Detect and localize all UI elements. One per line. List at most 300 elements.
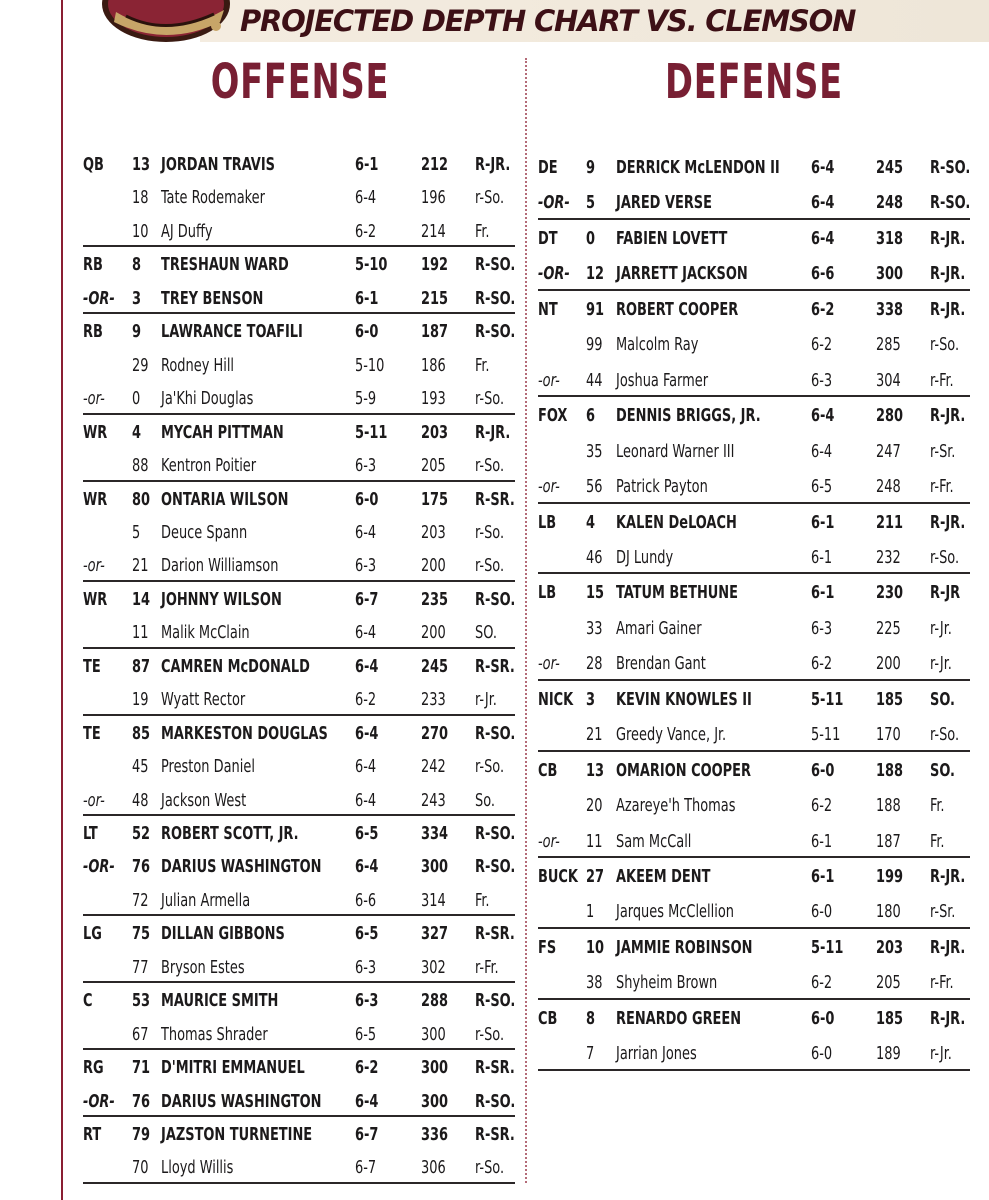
position: -or- — [538, 830, 560, 852]
offense-player-row — [83, 917, 515, 950]
offense-position-group — [83, 583, 515, 650]
defense-player-row — [538, 256, 970, 291]
class-year: r-Fr. — [475, 956, 499, 978]
jersey-number: 4 — [586, 511, 596, 533]
height: 6-4 — [811, 192, 835, 214]
player-name: ONTARIA WILSON — [161, 488, 289, 510]
player-name: DARIUS WASHINGTON — [161, 856, 322, 878]
jersey-number: 18 — [132, 187, 149, 209]
height: 6-4 — [811, 157, 835, 178]
weight: 285 — [876, 334, 901, 356]
jersey-number: 4 — [132, 421, 142, 443]
offense-player-row — [83, 683, 515, 716]
class-year: r-So. — [475, 388, 505, 410]
class-year: SO. — [475, 622, 497, 644]
offense-group-rule — [83, 1048, 515, 1050]
weight: 203 — [876, 936, 904, 958]
class-year: R-JR. — [475, 421, 511, 443]
player-name: AKEEM DENT — [616, 866, 711, 887]
jersey-number: 8 — [586, 1007, 596, 1029]
class-year: R-JR. — [930, 405, 966, 427]
jersey-number: 72 — [132, 889, 149, 911]
height: 6-4 — [355, 655, 379, 677]
height: 6-1 — [811, 546, 833, 568]
defense-group-rule — [538, 1069, 970, 1071]
weight: 188 — [876, 759, 904, 781]
jersey-number: 10 — [586, 936, 605, 958]
class-year: r-Jr. — [930, 1043, 952, 1065]
offense-position-group — [83, 248, 515, 315]
defense-player-row — [538, 965, 970, 1000]
offense-player-row — [83, 850, 515, 883]
weight: 300 — [876, 263, 904, 285]
height: 6-0 — [355, 488, 379, 510]
class-year: R-SO. — [475, 1090, 516, 1112]
height: 6-7 — [355, 588, 379, 610]
player-name: Bryson Estes — [161, 956, 245, 978]
offense-player-row — [83, 717, 515, 750]
class-year: R-SO. — [475, 287, 516, 309]
jersey-number: 9 — [586, 157, 596, 178]
offense-group-rule — [83, 413, 515, 415]
class-year: r-Jr. — [930, 617, 952, 639]
jersey-number: 14 — [132, 588, 151, 610]
position: -or- — [538, 653, 560, 675]
height: 6-3 — [811, 369, 833, 391]
offense-position-group — [83, 917, 515, 984]
class-year: R-JR. — [930, 227, 966, 249]
player-name: Julian Armella — [161, 889, 251, 911]
player-name: Greedy Vance, Jr. — [616, 724, 727, 746]
weight: 280 — [876, 405, 904, 427]
class-year: r-So. — [930, 724, 960, 746]
offense-player-row — [83, 483, 515, 516]
height: 5-10 — [355, 354, 385, 376]
weight: 180 — [876, 901, 901, 923]
jersey-number: 75 — [132, 923, 151, 945]
jersey-number: 80 — [132, 488, 151, 510]
height: 6-3 — [355, 455, 377, 477]
weight: 306 — [421, 1157, 446, 1179]
defense-group-rule — [538, 218, 970, 220]
player-name: Shyheim Brown — [616, 972, 718, 994]
defense-player-row — [538, 753, 970, 788]
position: RB — [83, 254, 103, 276]
jersey-number: 91 — [586, 298, 605, 320]
player-name: MARKESTON DOUGLAS — [161, 722, 328, 744]
jersey-number: 67 — [132, 1023, 149, 1045]
weight: 200 — [421, 622, 446, 644]
player-name: Sam McCall — [616, 830, 692, 852]
player-name: LAWRANCE TOAFILI — [161, 321, 303, 343]
defense-player-row — [538, 611, 970, 646]
class-year: R-SR. — [475, 488, 515, 510]
jersey-number: 76 — [132, 856, 151, 878]
offense-group-rule — [83, 1115, 515, 1117]
class-year: R-JR. — [930, 936, 966, 958]
height: 6-2 — [811, 795, 833, 817]
offense-player-row — [83, 148, 515, 181]
player-name: KALEN DeLOACH — [616, 511, 737, 533]
player-name: TATUM BETHUNE — [616, 582, 739, 604]
defense-position-group — [538, 398, 970, 504]
height: 6-2 — [355, 220, 377, 242]
height: 5-11 — [355, 421, 388, 443]
height: 6-0 — [811, 1043, 833, 1065]
class-year: r-So. — [475, 187, 505, 209]
height: 6-4 — [811, 227, 835, 249]
offense-player-row — [83, 951, 515, 984]
player-name: Jarrian Jones — [616, 1043, 697, 1065]
position: LB — [538, 582, 557, 604]
offense-player-row — [83, 583, 515, 616]
weight: 235 — [421, 588, 449, 610]
weight: 186 — [421, 354, 446, 376]
class-year: Fr. — [475, 889, 490, 911]
weight: 185 — [876, 688, 904, 710]
defense-player-row — [538, 1001, 970, 1036]
weight: 245 — [421, 655, 449, 677]
defense-player-row — [538, 540, 970, 575]
height: 6-4 — [355, 521, 377, 543]
position: NT — [538, 298, 558, 320]
class-year: R-SO. — [930, 192, 971, 214]
player-name: D'MITRI EMMANUEL — [161, 1057, 305, 1079]
player-name: TREY BENSON — [161, 287, 264, 309]
weight: 187 — [421, 321, 449, 343]
weight: 215 — [421, 287, 449, 309]
weight: 199 — [876, 866, 904, 887]
offense-group-rule — [83, 814, 515, 816]
height: 6-5 — [355, 923, 379, 945]
offense-position-group — [83, 1118, 515, 1185]
height: 6-3 — [355, 990, 379, 1012]
class-year: R-JR. — [930, 263, 966, 285]
position: RT — [83, 1124, 102, 1146]
defense-group-rule — [538, 927, 970, 929]
defense-player-row — [538, 824, 970, 859]
player-name: Lloyd Willis — [161, 1157, 234, 1179]
weight: 211 — [876, 511, 904, 533]
class-year: Fr. — [930, 830, 945, 852]
position: LT — [83, 823, 98, 844]
jersey-number: 48 — [132, 789, 149, 811]
offense-player-row — [83, 650, 515, 683]
height: 6-1 — [811, 582, 835, 604]
player-name: Azareye'h Thomas — [616, 795, 736, 817]
position: -OR- — [83, 1090, 115, 1112]
height: 5-11 — [811, 688, 844, 710]
height: 6-5 — [355, 1023, 377, 1045]
jersey-number: 13 — [132, 154, 151, 175]
weight: 327 — [421, 923, 449, 945]
defense-group-rule — [538, 395, 970, 397]
offense-player-row — [83, 349, 515, 382]
position: DT — [538, 227, 558, 249]
position: CB — [538, 1007, 558, 1029]
offense-player-row — [83, 1018, 515, 1051]
height: 6-1 — [811, 511, 835, 533]
position: -OR- — [538, 192, 570, 214]
player-name: KEVIN KNOWLES II — [616, 688, 752, 710]
jersey-number: 9 — [132, 321, 142, 343]
weight: 200 — [421, 555, 446, 577]
player-name: AJ Duffy — [161, 220, 213, 242]
class-year: R-SR. — [475, 1057, 515, 1079]
defense-player-row — [538, 682, 970, 717]
height: 6-5 — [355, 823, 379, 844]
height: 6-1 — [355, 154, 379, 175]
weight: 212 — [421, 154, 449, 175]
position: -or- — [83, 555, 105, 577]
offense-group-rule — [83, 1182, 515, 1184]
class-year: R-SO. — [475, 254, 516, 276]
jersey-number: 0 — [586, 227, 596, 249]
height: 6-2 — [811, 972, 833, 994]
jersey-number: 5 — [586, 192, 596, 214]
player-name: JORDAN TRAVIS — [161, 154, 275, 175]
class-year: SO. — [930, 759, 955, 781]
jersey-number: 20 — [586, 795, 603, 817]
defense-group-rule — [538, 572, 970, 574]
defense-position-group — [538, 575, 970, 681]
weight: 270 — [421, 722, 449, 744]
defense-group-rule — [538, 856, 970, 858]
defense-player-row — [538, 894, 970, 929]
height: 6-0 — [811, 901, 833, 923]
column-divider — [525, 58, 527, 1183]
class-year: r-So. — [475, 1023, 505, 1045]
jersey-number: 46 — [586, 546, 603, 568]
jersey-number: 19 — [132, 689, 149, 711]
jersey-number: 1 — [586, 901, 595, 923]
jersey-number: 15 — [586, 582, 605, 604]
offense-player-row — [83, 784, 515, 817]
class-year: R-JR. — [475, 154, 511, 175]
class-year: r-So. — [475, 555, 505, 577]
jersey-number: 0 — [132, 388, 141, 410]
weight: 205 — [876, 972, 901, 994]
jersey-number: 10 — [132, 220, 149, 242]
player-name: CAMREN McDONALD — [161, 655, 310, 677]
height: 6-3 — [355, 555, 377, 577]
jersey-number: 71 — [132, 1057, 151, 1079]
offense-position-group — [83, 1051, 515, 1118]
height: 6-2 — [355, 1057, 379, 1079]
player-name: Rodney Hill — [161, 354, 235, 376]
position: LB — [538, 511, 557, 533]
offense-player-row — [83, 884, 515, 917]
class-year: r-Jr. — [475, 689, 497, 711]
player-name: Patrick Payton — [616, 476, 708, 498]
height: 6-7 — [355, 1124, 379, 1146]
player-name: JARRETT JACKSON — [616, 263, 748, 285]
offense-player-row — [83, 315, 515, 348]
position: -or- — [83, 789, 105, 811]
position: -OR- — [538, 263, 570, 285]
offense-player-row — [83, 516, 515, 549]
position: TE — [83, 722, 101, 744]
offense-player-row — [83, 616, 515, 649]
offense-position-group — [83, 984, 515, 1051]
defense-player-row — [538, 859, 970, 894]
offense-player-row — [83, 750, 515, 783]
player-name: JAMMIE ROBINSON — [616, 936, 753, 958]
height: 6-0 — [811, 759, 835, 781]
position: DE — [538, 157, 558, 178]
jersey-number: 99 — [586, 334, 603, 356]
class-year: r-So. — [930, 334, 960, 356]
offense-group-rule — [83, 580, 515, 582]
offense-group-rule — [83, 981, 515, 983]
weight: 300 — [421, 1023, 446, 1045]
defense-position-group — [538, 930, 970, 1001]
offense-player-row — [83, 817, 515, 850]
jersey-number: 38 — [586, 972, 603, 994]
defense-player-row — [538, 150, 970, 185]
weight: 336 — [421, 1124, 449, 1146]
class-year: R-SR. — [475, 1124, 515, 1146]
height: 6-3 — [811, 617, 833, 639]
player-name: DJ Lundy — [616, 546, 674, 568]
weight: 205 — [421, 455, 446, 477]
class-year: r-Fr. — [930, 972, 954, 994]
defense-player-row — [538, 469, 970, 504]
jersey-number: 3 — [586, 688, 596, 710]
class-year: R-JR. — [930, 511, 966, 533]
weight: 200 — [876, 653, 901, 675]
defense-position-group — [538, 221, 970, 292]
defense-position-group — [538, 682, 970, 753]
player-name: RENARDO GREEN — [616, 1007, 742, 1029]
offense-player-row — [83, 382, 515, 415]
offense-position-group — [83, 817, 515, 917]
player-name: JOHNNY WILSON — [161, 588, 282, 610]
weight: 196 — [421, 187, 446, 209]
offense-group-rule — [83, 714, 515, 716]
class-year: R-SO. — [475, 722, 516, 744]
jersey-number: 7 — [586, 1043, 595, 1065]
height: 5-11 — [811, 936, 844, 958]
class-year: r-So. — [475, 1157, 505, 1179]
jersey-number: 44 — [586, 369, 603, 391]
weight: 203 — [421, 421, 449, 443]
class-year: r-So. — [475, 756, 505, 778]
weight: 245 — [876, 157, 904, 178]
class-year: R-SO. — [475, 856, 516, 878]
defense-position-group — [538, 292, 970, 398]
weight: 288 — [421, 990, 449, 1012]
jersey-number: 11 — [132, 622, 149, 644]
defense-player-row — [538, 646, 970, 681]
class-year: R-SO. — [475, 823, 516, 844]
player-name: DARIUS WASHINGTON — [161, 1090, 322, 1112]
position: QB — [83, 154, 104, 175]
position: -or- — [538, 369, 560, 391]
height: 6-4 — [355, 856, 379, 878]
height: 6-2 — [811, 653, 833, 675]
player-name: ROBERT SCOTT, JR. — [161, 823, 299, 844]
weight: 314 — [421, 889, 446, 911]
class-year: r-Sr. — [930, 440, 956, 462]
seminole-logo-icon — [96, 0, 236, 44]
weight: 248 — [876, 476, 901, 498]
weight: 300 — [421, 1057, 449, 1079]
class-year: r-Fr. — [930, 476, 954, 498]
offense-position-group — [83, 315, 515, 415]
jersey-number: 3 — [132, 287, 142, 309]
weight: 302 — [421, 956, 446, 978]
offense-player-row — [83, 1151, 515, 1184]
class-year: R-SR. — [475, 923, 515, 945]
player-name: JAZSTON TURNETINE — [161, 1124, 313, 1146]
weight: 300 — [421, 1090, 449, 1112]
offense-player-row — [83, 984, 515, 1017]
player-name: OMARION COOPER — [616, 759, 751, 781]
offense-position-group — [83, 148, 515, 248]
defense-group-rule — [538, 289, 970, 291]
player-name: Malik McClain — [161, 622, 250, 644]
class-year: Fr. — [475, 220, 490, 242]
player-name: DENNIS BRIGGS, JR. — [616, 405, 761, 427]
weight: 232 — [876, 546, 901, 568]
defense-player-row — [538, 363, 970, 398]
jersey-number: 6 — [586, 405, 596, 427]
height: 6-6 — [355, 889, 377, 911]
defense-player-row — [538, 434, 970, 469]
class-year: r-Fr. — [930, 369, 954, 391]
jersey-number: 52 — [132, 823, 151, 844]
jersey-number: 28 — [586, 653, 603, 675]
defense-player-row — [538, 292, 970, 327]
player-name: MAURICE SMITH — [161, 990, 279, 1012]
height: 6-2 — [811, 334, 833, 356]
weight: 243 — [421, 789, 446, 811]
position: RB — [83, 321, 103, 343]
jersey-number: 29 — [132, 354, 149, 376]
position: C — [83, 990, 93, 1012]
defense-position-group — [538, 150, 970, 221]
offense-group-rule — [83, 480, 515, 482]
defense-group-rule — [538, 502, 970, 504]
player-name: Deuce Spann — [161, 521, 248, 543]
offense-position-group — [83, 717, 515, 817]
position: FS — [538, 936, 557, 958]
height: 6-4 — [811, 405, 835, 427]
weight: 230 — [876, 582, 904, 604]
height: 6-1 — [355, 287, 379, 309]
position: BUCK — [538, 866, 578, 887]
defense-position-group — [538, 859, 970, 930]
offense-player-row — [83, 549, 515, 582]
player-name: TRESHAUN WARD — [161, 254, 289, 276]
weight: 192 — [421, 254, 449, 276]
class-year: SO. — [930, 688, 955, 710]
jersey-number: 35 — [586, 440, 603, 462]
player-name: Jackson West — [161, 789, 247, 811]
offense-player-row — [83, 282, 515, 315]
offense-player-row — [83, 1051, 515, 1084]
weight: 233 — [421, 689, 446, 711]
offense-player-row — [83, 416, 515, 449]
jersey-number: 5 — [132, 521, 141, 543]
weight: 248 — [876, 192, 904, 214]
offense-player-row — [83, 248, 515, 281]
class-year: Fr. — [930, 795, 945, 817]
offense-group-rule — [83, 245, 515, 247]
defense-player-row — [538, 398, 970, 433]
player-name: Malcolm Ray — [616, 334, 699, 356]
